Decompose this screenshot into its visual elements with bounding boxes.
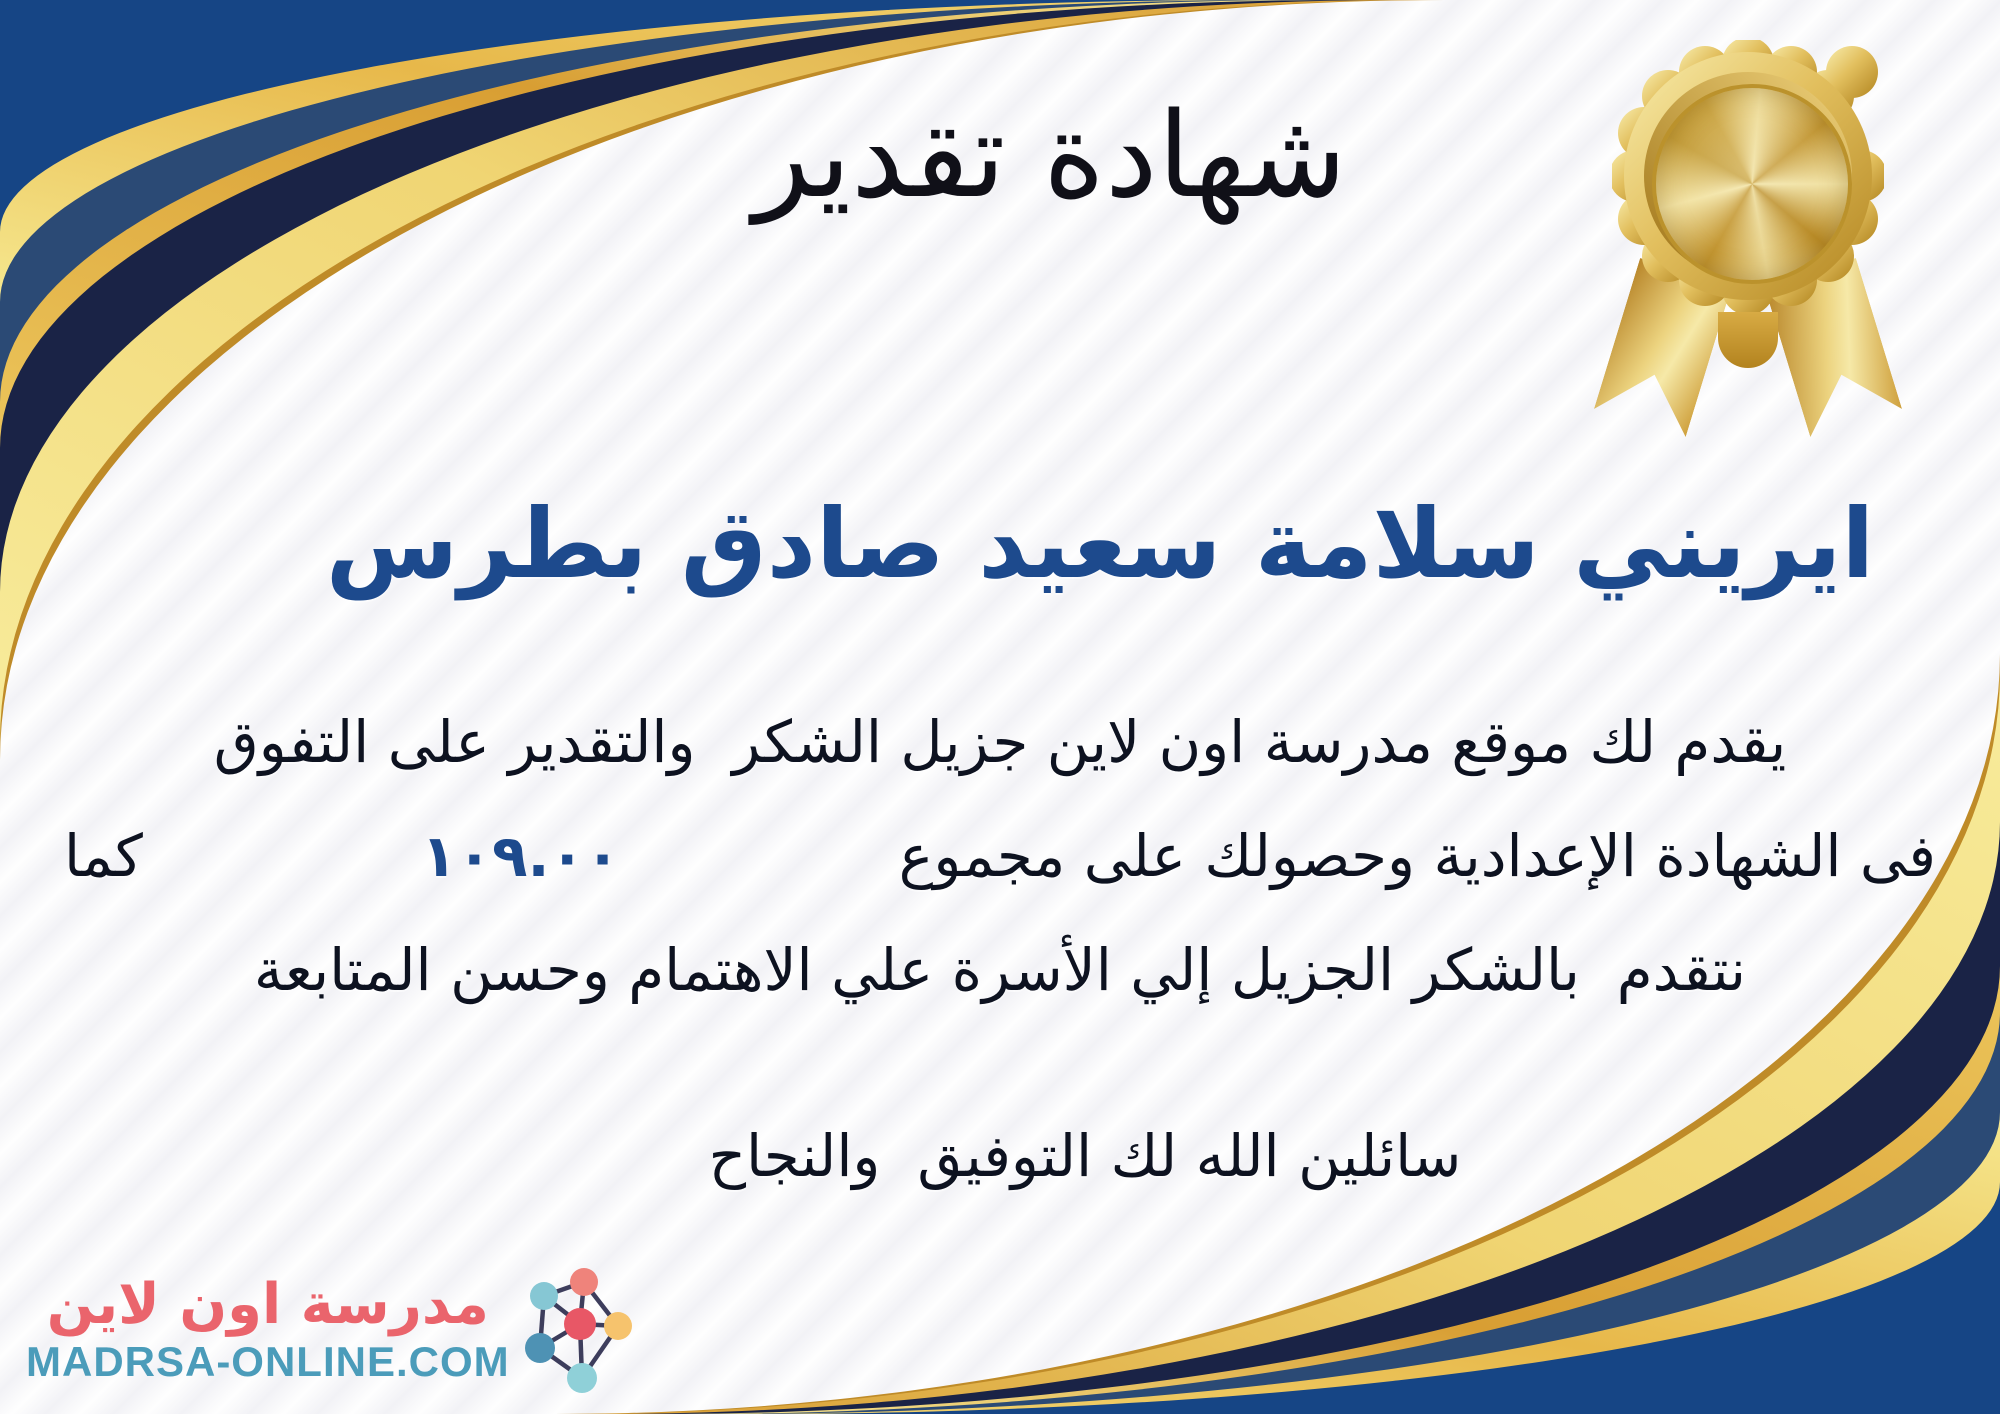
certificate-body: [42, 702, 1958, 1044]
gold-medal: [1612, 40, 1884, 432]
node-bottom-teal: [567, 1363, 597, 1393]
node-coral: [570, 1268, 598, 1296]
node-amber: [604, 1312, 632, 1340]
footer-blessing-line: سائلين الله لك التوفيق والنجاح: [708, 1122, 1462, 1190]
site-name-arabic: مدرسة اون لاين: [46, 1272, 489, 1337]
site-logo: [26, 1264, 634, 1396]
node-steel-teal: [525, 1333, 555, 1363]
body-line-2-left-text: كما: [64, 822, 143, 890]
score-value: ١٠٩.٠٠: [421, 822, 621, 890]
body-line-1: يقدم لك موقع مدرسة اون لاين جزيل الشكر والتقدير على التفوق: [213, 708, 1787, 776]
certificate-title: شهادة تقدير: [753, 86, 1347, 224]
medal-shiny-disc: [1652, 84, 1852, 284]
site-logo-text: [26, 1273, 510, 1387]
body-line-2-right-text: فى الشهادة الإعدادية وحصولك على مجموع: [898, 822, 1936, 890]
node-red-center: [564, 1308, 596, 1340]
body-line-2: [42, 816, 1958, 896]
site-domain: MADRSA-ONLINE.COM: [26, 1338, 510, 1385]
network-graph-icon: [522, 1264, 634, 1396]
node-light-teal: [530, 1282, 558, 1310]
medal-center-tab: [1718, 312, 1778, 368]
student-name: ايريني سلامة سعيد صادق بطرس: [325, 488, 1875, 600]
body-line-3: نتقدم بالشكر الجزيل إلي الأسرة علي الاهتمام وحسن المتابعة: [253, 936, 1747, 1004]
